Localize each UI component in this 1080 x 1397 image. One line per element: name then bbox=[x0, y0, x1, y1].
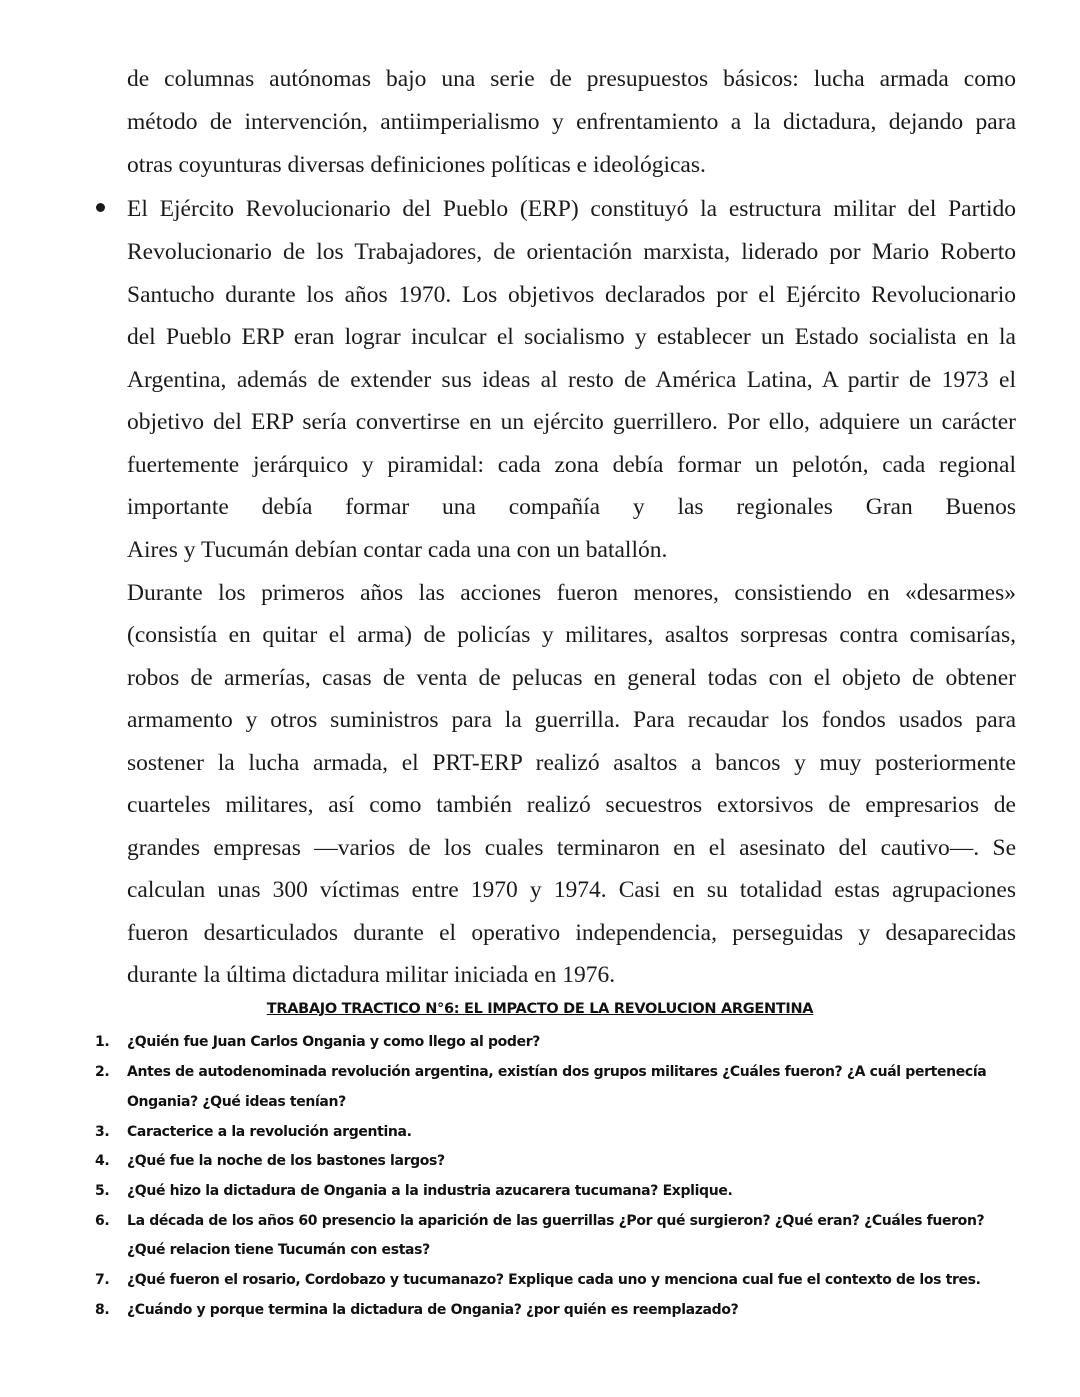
practical-work-title: TRABAJO TRACTICO N°6: EL IMPACTO DE LA REVOLUCION ARGENTINA bbox=[266, 1001, 814, 1017]
text-line: cuarteles militares, así como también realizó secuestros extorsivos de empresarios de bbox=[127, 792, 1016, 818]
text-line: calculan unas 300 víctimas entre 1970 y 1974. Casi en su totalidad estas agrupaciones bbox=[127, 877, 1016, 903]
question-number: 7. bbox=[95, 1272, 110, 1288]
question-text: Antes de autodenominada revolución argentina, existían dos grupos militares ¿Cuáles fueron? ¿A cuál pertenecía bbox=[127, 1064, 987, 1080]
bullet-icon bbox=[96, 203, 105, 212]
question-number: 2. bbox=[95, 1064, 110, 1080]
text-line: (consistía en quitar el arma) de policías y militares, asaltos sorpresas contra comisarías, bbox=[127, 622, 1016, 648]
text-line: Revolucionario de los Trabajadores, de orientación marxista, liderado por Mario Roberto bbox=[127, 239, 1016, 265]
question-number: 3. bbox=[95, 1124, 110, 1140]
text-line: fuertemente jerárquico y piramidal: cada zona debía formar un pelotón, cada regional bbox=[127, 452, 1016, 478]
question-text: Caracterice a la revolución argentina. bbox=[127, 1124, 412, 1140]
question-text: ¿Qué hizo la dictadura de Ongania a la industria azucarera tucumana? Explique. bbox=[127, 1183, 733, 1199]
question-number: 8. bbox=[95, 1302, 110, 1318]
question-text: La década de los años 60 presencio la aparición de las guerrillas ¿Por qué surgieron? ¿Qué eran? ¿Cuáles fueron? bbox=[127, 1213, 985, 1229]
text-line: sostener la lucha armada, el PRT-ERP realizó asaltos a bancos y muy posteriormente bbox=[127, 750, 1016, 776]
question-text: Ongania? ¿Qué ideas tenían? bbox=[127, 1094, 346, 1110]
text-line: importante debía formar una compañía y las regionales Gran Buenos bbox=[127, 494, 1016, 520]
text-line: de columnas autónomas bajo una serie de presupuestos básicos: lucha armada como bbox=[127, 66, 1016, 92]
text-line: Santucho durante los años 1970. Los objetivos declarados por el Ejército Revolucionario bbox=[127, 282, 1016, 308]
question-number: 6. bbox=[95, 1213, 110, 1229]
text-line: objetivo del ERP sería convertirse en un ejército guerrillero. Por ello, adquiere un carácter bbox=[127, 409, 1016, 435]
question-text: ¿Qué fueron el rosario, Cordobazo y tucumanazo? Explique cada uno y menciona cual fue el contexto de los tres. bbox=[127, 1272, 981, 1288]
text-line: grandes empresas —varios de los cuales terminaron en el asesinato del cautivo—. Se bbox=[127, 835, 1016, 861]
text-line: El Ejército Revolucionario del Pueblo (ERP) constituyó la estructura militar del Partido bbox=[127, 196, 1016, 222]
text-line: otras coyunturas diversas definiciones políticas e ideológicas. bbox=[127, 152, 706, 178]
text-line: Argentina, además de extender sus ideas al resto de América Latina, A partir de 1973 el bbox=[127, 367, 1016, 393]
question-text: ¿Qué relacion tiene Tucumán con estas? bbox=[127, 1242, 430, 1258]
text-line: fueron desarticulados durante el operativo independencia, perseguidas y desaparecidas bbox=[127, 920, 1016, 946]
text-line: del Pueblo ERP eran lograr inculcar el socialismo y establecer un Estado socialista en la bbox=[127, 324, 1016, 350]
text-line: robos de armerías, casas de venta de pelucas en general todas con el objeto de obtener bbox=[127, 665, 1016, 691]
text-line: método de intervención, antiimperialismo y enfrentamiento a la dictadura, dejando para bbox=[127, 109, 1016, 135]
question-number: 5. bbox=[95, 1183, 110, 1199]
text-line: armamento y otros suministros para la guerrilla. Para recaudar los fondos usados para bbox=[127, 707, 1016, 733]
text-line: durante la última dictadura militar iniciada en 1976. bbox=[127, 962, 616, 988]
question-text: ¿Qué fue la noche de los bastones largos? bbox=[127, 1153, 445, 1169]
question-number: 4. bbox=[95, 1153, 110, 1169]
text-line: Durante los primeros años las acciones fueron menores, consistiendo en «desarmes» bbox=[127, 580, 1016, 606]
question-number: 1. bbox=[95, 1034, 110, 1050]
text-line: Aires y Tucumán debían contar cada una con un batallón. bbox=[127, 537, 668, 563]
question-text: ¿Cuándo y porque termina la dictadura de Ongania? ¿por quién es reemplazado? bbox=[127, 1302, 739, 1318]
question-text: ¿Quién fue Juan Carlos Ongania y como llego al poder? bbox=[127, 1034, 541, 1050]
